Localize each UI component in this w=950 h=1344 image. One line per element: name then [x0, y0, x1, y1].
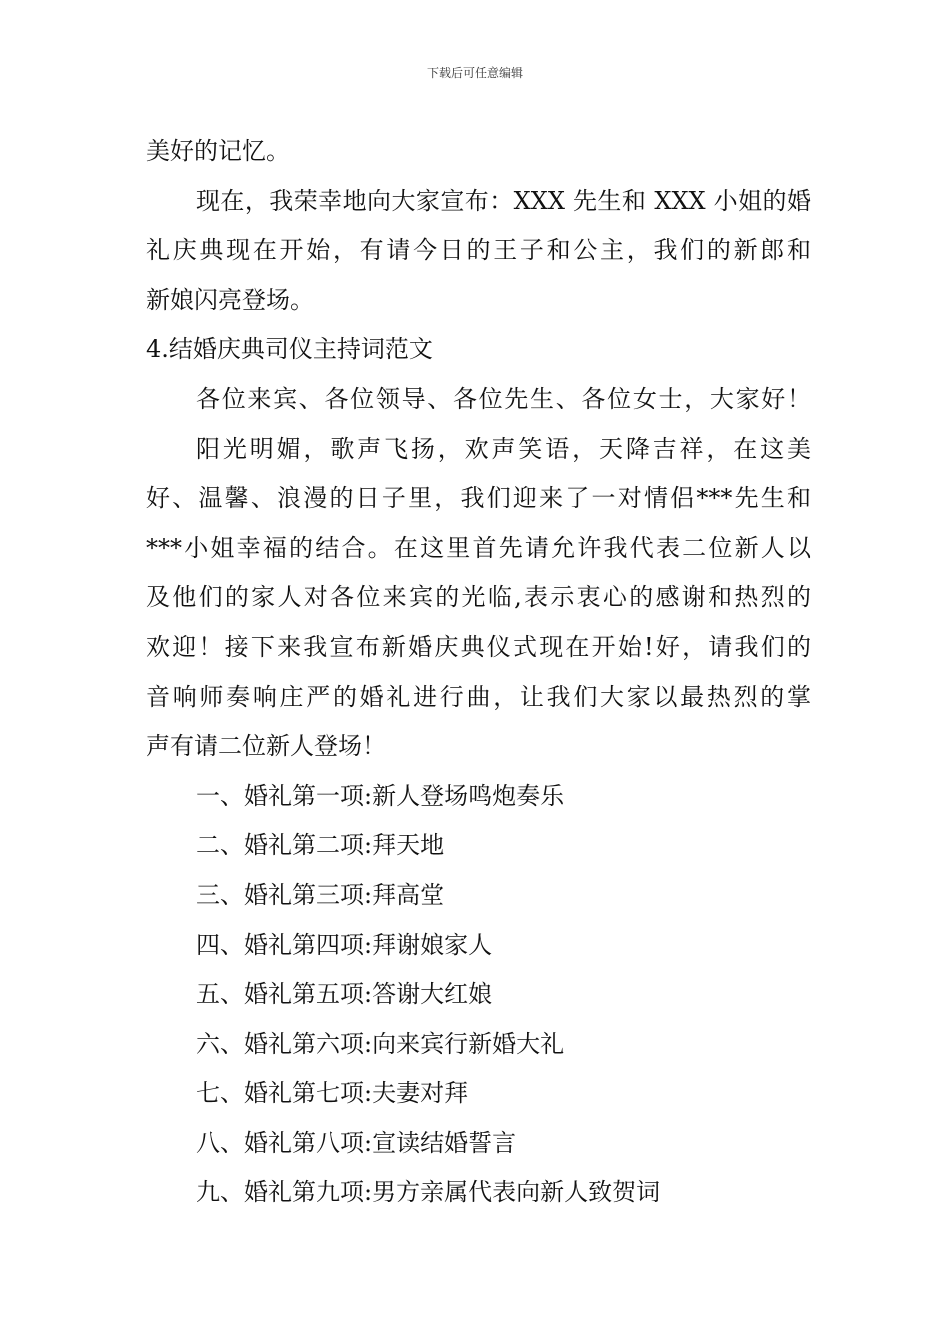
section-heading: 4.结婚庆典司仪主持词范文: [146, 335, 433, 364]
text-line: 音响师奏响庄严的婚礼进行曲，让我们大家以最热烈的掌: [146, 682, 811, 711]
text-line: 阳光明媚，歌声飞扬，欢声笑语，天降吉祥，在这美: [196, 434, 811, 463]
text-line: 及他们的家人对各位来宾的光临,表示衷心的感谢和热烈的: [146, 583, 811, 612]
text-line: 声有请二位新人登场！: [146, 732, 386, 761]
text-line: 欢迎！接下来我宣布新婚庆典仪式现在开始!好，请我们的: [146, 632, 811, 661]
text-line: ***小姐幸福的结合。在这里首先请允许我代表二位新人以: [146, 533, 811, 562]
document-body: [146, 127, 811, 1218]
text-line: 礼庆典现在开始，有请今日的王子和公主，我们的新郎和: [146, 236, 811, 265]
list-item: 四、婚礼第四项:拜谢娘家人: [196, 930, 493, 959]
list-item: 一、婚礼第一项:新人登场鸣炮奏乐: [196, 781, 565, 810]
text-line: 各位来宾、各位领导、各位先生、各位女士，大家好！: [196, 384, 811, 413]
list-item: 二、婚礼第二项:拜天地: [196, 831, 445, 860]
text-line: 美好的记忆。: [146, 137, 290, 165]
page-header: 下载后可任意编辑: [426, 66, 523, 80]
list-item: 九、婚礼第九项:男方亲属代表向新人致贺词: [196, 1178, 661, 1207]
list-item: 五、婚礼第五项:答谢大红娘: [196, 980, 493, 1009]
text-line: 新娘闪亮登场。: [146, 285, 314, 314]
text-line: 现在，我荣幸地向大家宣布：XXX 先生和 XXX 小姐的婚: [196, 186, 811, 215]
list-item: 七、婚礼第七项:夫妻对拜: [196, 1079, 469, 1108]
list-item: 六、婚礼第六项:向来宾行新婚大礼: [196, 1029, 565, 1058]
list-item: 三、婚礼第三项:拜高堂: [196, 880, 445, 909]
list-item: 八、婚礼第八项:宣读结婚誓言: [196, 1128, 517, 1157]
text-line: 好、温馨、浪漫的日子里，我们迎来了一对情侣***先生和: [146, 484, 811, 513]
